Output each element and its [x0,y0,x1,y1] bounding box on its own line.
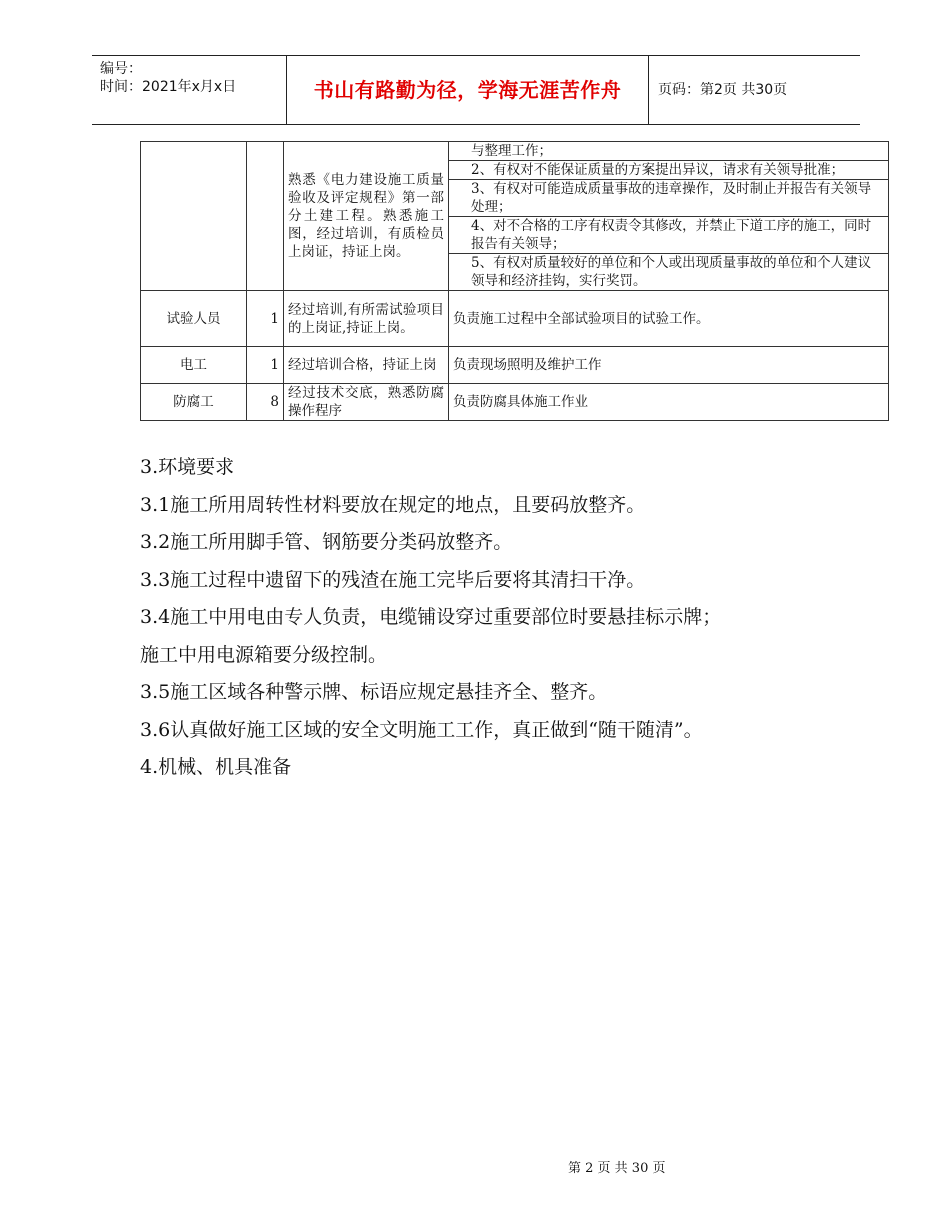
body-paragraph: 3.3施工过程中遗留下的残渣在施工完毕后要将其清扫干净。 [140,568,646,591]
duty-item: 4、对不合格的工序有权责令其修改，并禁止下道工序的施工，同时报告有关领导； [449,217,888,254]
document-code-label: 编号： [100,61,142,77]
qualification-cell: 经过培训合格，持证上岗 [284,347,449,384]
count-cell [247,142,284,291]
body-paragraph: 3.1施工所用周转性材料要放在规定的地点，且要码放整齐。 [140,493,646,516]
body-paragraph: 施工中用电源箱要分级控制。 [140,643,388,666]
document-date: 时间：2021年x月x日 [100,79,237,95]
qualification-cell: 经过培训,有所需试验项目的上岗证,持证上岗。 [284,291,449,347]
duty-item: 与整理工作； [449,142,888,161]
role-cell: 防腐工 [141,384,247,421]
role-cell [141,142,247,291]
duty-item: 5、有权对质量较好的单位和个人或出现质量事故的单位和个人建议领导和经济挂钩，实行奖罚。 [471,255,872,289]
count-cell: 1 [247,347,284,384]
table-row [141,291,889,347]
section-heading: 3.环境要求 [140,456,235,478]
section-heading: 4.机械、机具准备 [140,756,292,778]
qualification-cell: 经过技术交底，熟悉防腐操作程序 [284,384,449,421]
duty-item: 3、有权对可能造成质量事故的违章操作，及时制止并报告有关领导处理； [449,180,888,217]
header-divider [648,56,649,124]
qualification-cell: 熟悉《电力建设施工质量验收及评定规程》第一部分土建工程。熟悉施工图，经过培训，有质检员上岗证，持证上岗。 [284,142,449,291]
duty-item: 2、有权对不能保证质量的方案提出异议，请求有关领导批准； [449,161,888,180]
header-meta [100,60,286,96]
duty-cell [449,142,889,291]
body-paragraph: 3.2施工所用脚手管、钢筋要分类码放整齐。 [140,531,513,553]
header-motto: 书山有路勤为径，学海无涯苦作舟 [313,78,622,102]
body-paragraph: 3.5施工区域各种警示牌、标语应规定悬挂齐全、整齐。 [140,681,608,703]
body-text [140,449,860,787]
duty-cell: 负责现场照明及维护工作 [449,347,889,384]
role-cell: 试验人员 [141,291,247,347]
footer-page-number: 第 2 页 共 30 页 [568,1161,666,1176]
table-row [141,384,889,421]
role-cell: 电工 [141,347,247,384]
page-header [92,55,860,125]
count-cell: 1 [247,291,284,347]
table-row [141,347,889,384]
count-cell: 8 [247,384,284,421]
staff-table [140,141,889,421]
table-row [141,142,889,291]
body-paragraph: 3.6认真做好施工区域的安全文明施工工作，真正做到“随干随清”。 [140,718,703,741]
body-paragraph: 3.4施工中用电由专人负责，电缆铺设穿过重要部位时要悬挂标示牌； [140,606,722,628]
header-page-number: 页码：第2页 共30页 [658,82,788,98]
duty-cell: 负责防腐具体施工作业 [449,384,889,421]
duty-cell: 负责施工过程中全部试验项目的试验工作。 [449,291,889,347]
